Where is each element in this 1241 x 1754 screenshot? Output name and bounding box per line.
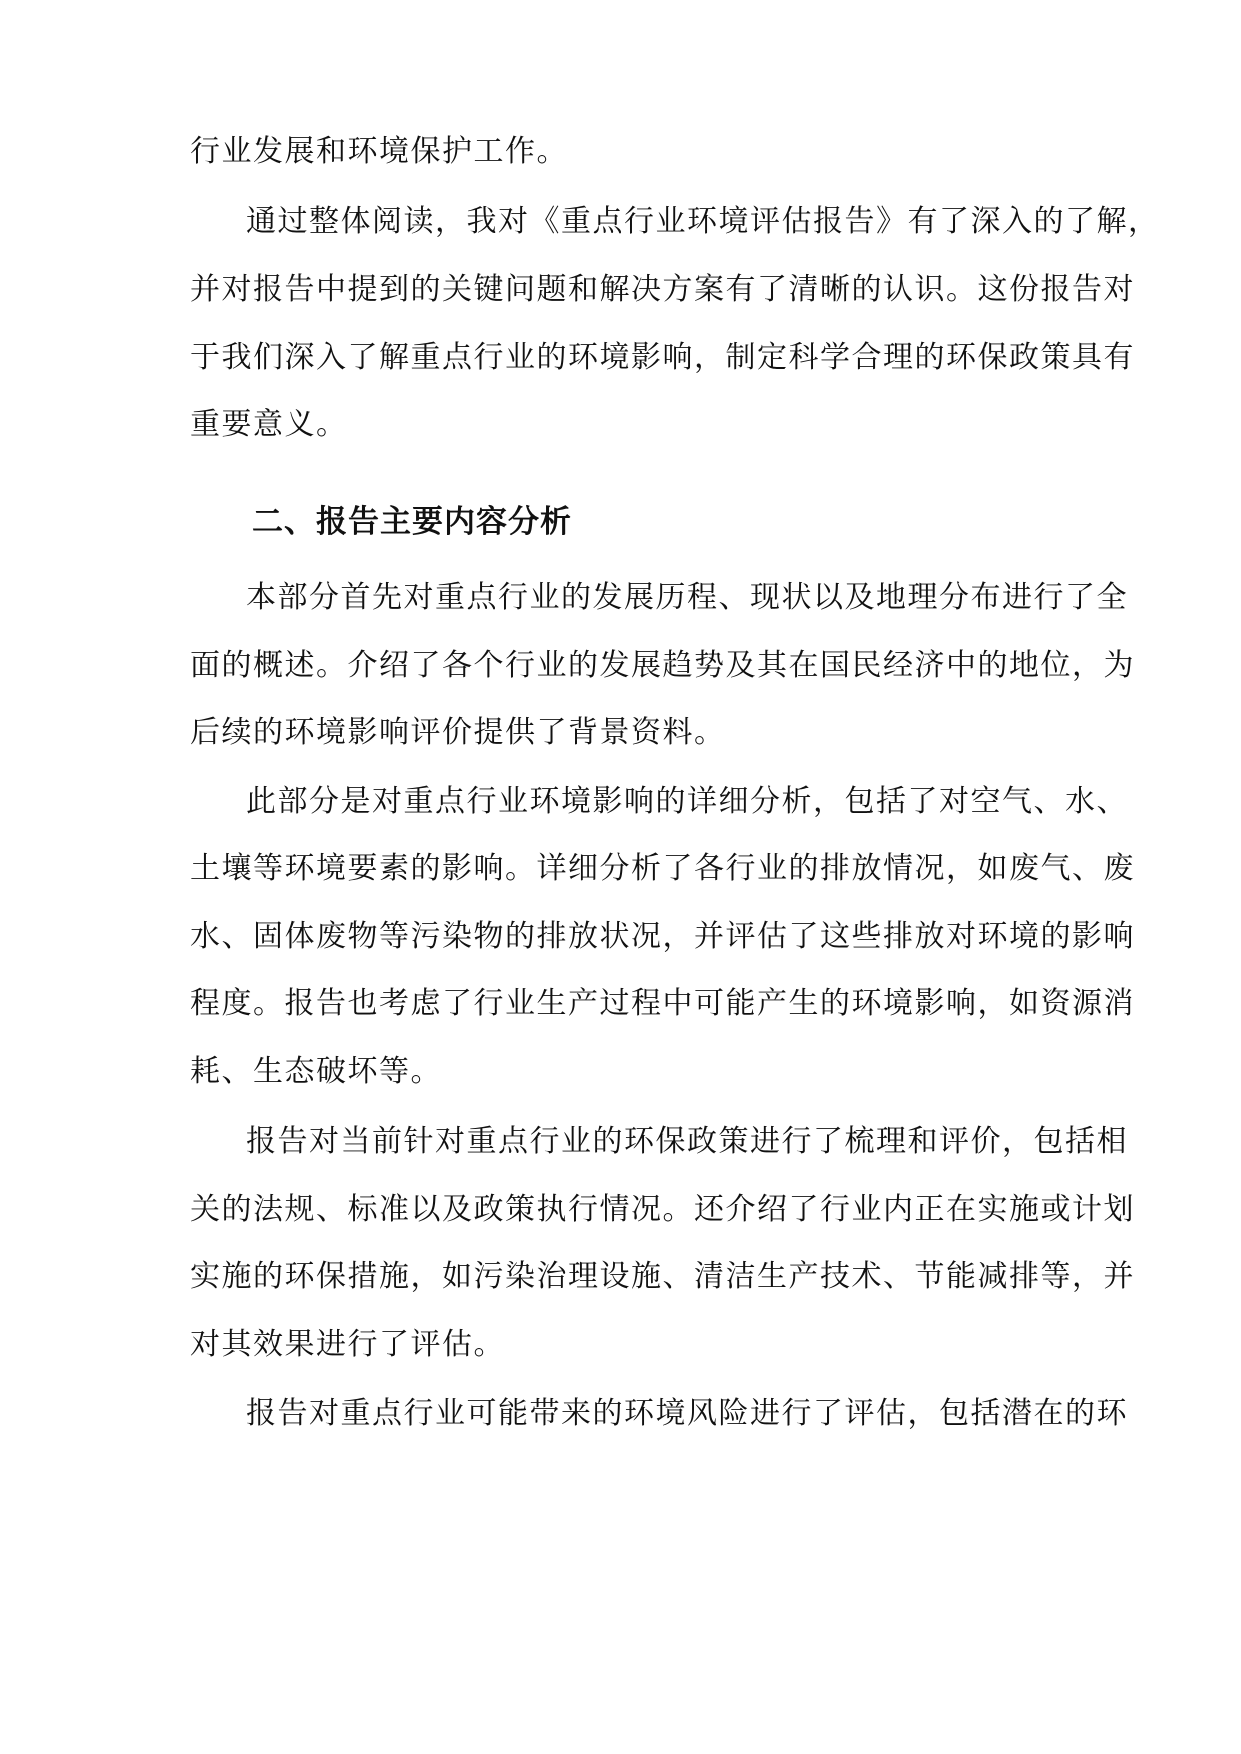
paragraph-line: 于我们深入了解重点行业的环境影响，制定科学合理的环保政策具有	[190, 340, 1135, 375]
section-heading: 二、报告主要内容分析	[252, 504, 572, 540]
paragraph-line: 本部分首先对重点行业的发展历程、现状以及地理分布进行了全	[246, 580, 1128, 615]
paragraph-line: 后续的环境影响评价提供了背景资料。	[190, 715, 726, 750]
paragraph-line: 并对报告中提到的关键问题和解决方案有了清晰的认识。这份报告对	[190, 272, 1135, 307]
paragraph-line: 对其效果进行了评估。	[190, 1327, 505, 1362]
paragraph-line: 土壤等环境要素的影响。详细分析了各行业的排放情况，如废气、废	[190, 851, 1135, 886]
paragraph-line: 水、固体废物等污染物的排放状况，并评估了这些排放对环境的影响	[190, 919, 1135, 954]
paragraph-line: 实施的环保措施，如污染治理设施、清洁生产技术、节能减排等，并	[190, 1259, 1135, 1294]
paragraph-line: 程度。报告也考虑了行业生产过程中可能产生的环境影响，如资源消	[190, 986, 1135, 1021]
paragraph-line: 此部分是对重点行业环境影响的详细分析，包括了对空气、水、	[246, 784, 1128, 819]
paragraph-line: 重要意义。	[190, 407, 348, 442]
paragraph-line: 面的概述。介绍了各个行业的发展趋势及其在国民经济中的地位，为	[190, 648, 1135, 683]
paragraph-line: 通过整体阅读，我对《重点行业环境评估报告》有了深入的了解，	[246, 204, 1160, 239]
paragraph-line: 耗、生态破坏等。	[190, 1054, 442, 1089]
paragraph-line: 报告对重点行业可能带来的环境风险进行了评估，包括潜在的环	[246, 1396, 1128, 1431]
paragraph-line: 关的法规、标准以及政策执行情况。还介绍了行业内正在实施或计划	[190, 1192, 1135, 1227]
paragraph-continuation-line: 行业发展和环境保护工作。	[190, 134, 568, 169]
paragraph-line: 报告对当前针对重点行业的环保政策进行了梳理和评价，包括相	[246, 1124, 1128, 1159]
